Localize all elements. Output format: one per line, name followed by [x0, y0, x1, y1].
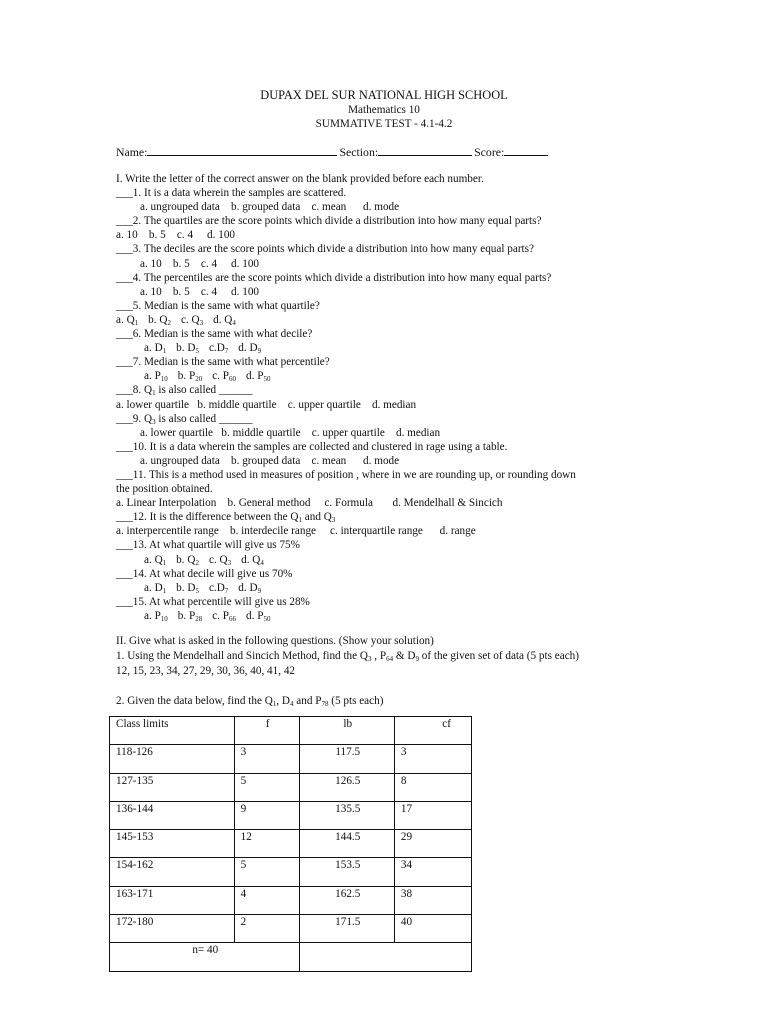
table-cell: 9 [234, 801, 299, 829]
table-row [110, 745, 472, 773]
table-cell: 145-153 [110, 830, 235, 858]
table-cell: 4 [234, 886, 299, 914]
table-total-row [110, 943, 472, 971]
table-cell: 5 [234, 773, 299, 801]
table-cell: 171.5 [299, 915, 394, 943]
header-f: f [234, 717, 299, 745]
question-10-options: a. ungrouped data b. grouped data c. mean d. mode [140, 454, 400, 467]
part-two-instruction: II. Give what is asked in the following questions. (Show your solution) [116, 635, 434, 647]
table-cell: 5 [234, 858, 299, 886]
table-cell: 17 [394, 801, 471, 829]
table-row [110, 830, 472, 858]
table-cell: 172-180 [110, 915, 235, 943]
table-row [110, 773, 472, 801]
question-10: ___10. It is a data wherein the samples are collected and clustered in rage using a table. [116, 440, 508, 453]
part-two-question-2: 2. Given the data below, find the $Q_1$, $D_4$ and $P_{78}$ (5 pts each) [116, 694, 384, 708]
section-label: Section: [339, 145, 379, 159]
question-11-options: a. Linear Interpolation b. General method c. Formula d. Mendelhall & Sincich [116, 497, 503, 510]
question-12: ___12. It is the difference between the $Q_1$ and $Q_3$ [116, 511, 336, 525]
question-1-options: a. ungrouped data b. grouped data c. mean d. mode [140, 201, 400, 214]
total-empty-cell [299, 943, 471, 971]
question-9: ___9. $Q_3$ is also called ______ [116, 412, 253, 426]
part-one [116, 172, 656, 623]
question-6: ___6. Median is the same with what decile? [116, 328, 313, 341]
header-class-limits: Class limits [110, 717, 235, 745]
table-cell: 127-135 [110, 773, 235, 801]
table-cell: 144.5 [299, 830, 394, 858]
score-blank[interactable] [504, 145, 548, 156]
table-cell: 12 [234, 830, 299, 858]
question-11-continued: the position obtained. [116, 483, 213, 496]
table-cell: 29 [394, 830, 471, 858]
question-8: ___8. $Q_1$ is also called ______ [116, 384, 253, 398]
question-5-options: a. $Q_1$ b. $Q_2$ c. $Q_3$ d. $Q_4$ [116, 313, 236, 327]
question-8-options: a. lower quartile b. middle quartile c. upper quartile d. median [116, 398, 417, 411]
question-9-options: a. lower quartile b. middle quartile c. upper quartile d. median [140, 426, 441, 439]
table-cell: 135.5 [299, 801, 394, 829]
question-14: ___14. At what decile will give us 70% [116, 567, 293, 580]
question-6-options: a. $D_1$ b. $D_5$ $c.D_7$ d. $D_9$ [144, 342, 262, 356]
table-cell: 3 [394, 745, 471, 773]
table-cell: 136-144 [110, 801, 235, 829]
table-cell: 8 [394, 773, 471, 801]
table-cell: 40 [394, 915, 471, 943]
document-header [0, 88, 768, 132]
question-3-options: a. 10 b. 5 c. 4 d. 100 [140, 257, 260, 270]
score-label: Score: [474, 145, 505, 159]
question-7-options: a. $P_{10}$ b. $P_{20}$ c. $P_{60}$ d. $P_{50}$ [144, 370, 271, 384]
header-lb: lb [299, 717, 394, 745]
table-cell: 126.5 [299, 773, 394, 801]
test-title: SUMMATIVE TEST - 4.1-4.2 [315, 118, 453, 130]
table-row [110, 801, 472, 829]
question-5: ___5. Median is the same with what quartile? [116, 299, 320, 312]
table-cell: 117.5 [299, 745, 394, 773]
name-blank[interactable] [147, 145, 337, 156]
question-2: ___2. The quartiles are the score points which divide a distribution into how many equal parts? [116, 215, 542, 228]
subject-title: Mathematics 10 [348, 103, 420, 116]
table-cell: 154-162 [110, 858, 235, 886]
part-one-instruction: I. Write the letter of the correct answer on the blank provided before each number. [116, 173, 484, 185]
table-cell: 34 [394, 858, 471, 886]
header-cf: cf [394, 717, 471, 745]
question-3: ___3. The deciles are the score points which divide a distribution into how many equal parts? [116, 243, 534, 256]
student-info-line [116, 145, 550, 160]
question-15-options: a. $P_{10}$ b. $P_{28}$ c. $P_{66}$ d. $P_{50}$ [144, 609, 271, 623]
table-cell: 118-126 [110, 745, 235, 773]
question-15: ___15. At what percentile will give us 28% [116, 595, 310, 608]
question-12-options: a. interpercentile range b. interdecile range c. interquartile range d. range [116, 525, 476, 538]
table-cell: 3 [234, 745, 299, 773]
table-row [110, 858, 472, 886]
part-two-question-1: 1. Using the Mendelhall and Sincich Method, find the $Q_3$ , $P_{64}$ & $D_9$ of the given set of data (5 pts each) [116, 650, 579, 664]
total-n: n= 40 [110, 943, 300, 971]
part-two-data-set: 12, 15, 23, 34, 27, 29, 30, 36, 40, 41, 42 [116, 665, 295, 678]
question-4: ___4. The percentiles are the score points which divide a distribution into how many equal parts? [116, 271, 552, 284]
table-cell: 38 [394, 886, 471, 914]
question-4-options: a. 10 b. 5 c. 4 d. 100 [140, 285, 260, 298]
school-name: DUPAX DEL SUR NATIONAL HIGH SCHOOL [260, 88, 508, 102]
question-2-options: a. 10 b. 5 c. 4 d. 100 [116, 229, 236, 242]
question-1: ___1. It is a data wherein the samples are scattered. [116, 187, 347, 200]
question-13-options: a. $Q_1$ b. $Q_2$ c. $Q_3$ d. $Q_4$ [144, 553, 264, 567]
table-row [110, 915, 472, 943]
question-7: ___7. Median is the same with what percentile? [116, 356, 330, 369]
question-14-options: a. $D_1$ b. $D_5$ $c.D_7$ d. $D_9$ [144, 581, 262, 595]
table-row [110, 886, 472, 914]
name-label: Name: [116, 145, 148, 159]
table-cell: 153.5 [299, 858, 394, 886]
frequency-table [109, 716, 472, 972]
question-13: ___13. At what quartile will give us 75% [116, 539, 300, 552]
question-11: ___11. This is a method used in measures of position , where in we are rounding up, or rounding down [116, 468, 576, 481]
table-cell: 163-171 [110, 886, 235, 914]
section-blank[interactable] [378, 145, 472, 156]
table-cell: 162.5 [299, 886, 394, 914]
table-cell: 2 [234, 915, 299, 943]
table-header-row [110, 717, 472, 745]
part-two [116, 634, 656, 709]
